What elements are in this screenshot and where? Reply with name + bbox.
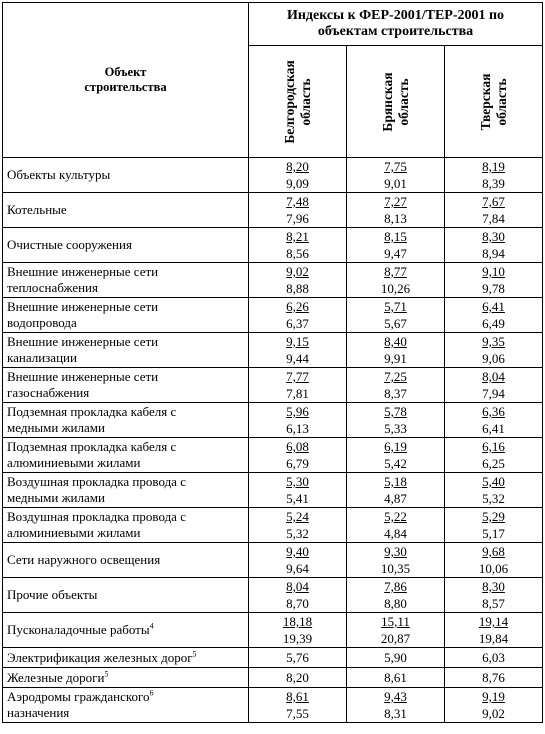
index-value-upper: 19,14 xyxy=(478,614,509,629)
object-name-line1: Пусконаладочные работы xyxy=(7,622,150,637)
object-name-line1: Внешние инженерные сети xyxy=(7,264,159,279)
index-cell-tver xyxy=(445,508,543,543)
index-cell-belgorod xyxy=(249,668,347,688)
index-cell-belgorod xyxy=(249,368,347,403)
index-value-lower: 9,01 xyxy=(384,176,407,191)
object-name-cell xyxy=(3,613,249,648)
index-cell-tver xyxy=(445,228,543,263)
index-value-lower: 5,42 xyxy=(384,456,407,471)
index-value-pair xyxy=(286,438,309,472)
object-name-line2: газоснабжения xyxy=(7,385,90,400)
index-value-upper: 8,20 xyxy=(286,159,309,174)
index-value-pair xyxy=(482,403,505,437)
index-value-lower: 8,37 xyxy=(384,386,407,401)
object-name-line1: Подземная прокладка кабеля с xyxy=(7,404,177,419)
indices-title-line2: объектам строительства xyxy=(317,24,474,39)
index-value-lower: 5,32 xyxy=(286,526,309,541)
index-value-upper: 8,15 xyxy=(384,229,407,244)
index-cell-bryansk xyxy=(347,508,445,543)
index-value-lower: 7,94 xyxy=(482,386,505,401)
index-value-upper: 9,30 xyxy=(384,544,407,559)
index-value-upper: 7,77 xyxy=(286,369,309,384)
index-value-pair xyxy=(482,298,505,332)
index-value-pair xyxy=(286,473,309,507)
index-value-pair xyxy=(286,158,309,192)
index-cell-tver xyxy=(445,668,543,688)
index-value-pair xyxy=(381,543,410,577)
index-value-lower: 5,17 xyxy=(482,526,505,541)
object-name-cell xyxy=(3,473,249,508)
index-cell-tver xyxy=(445,333,543,368)
index-value-pair xyxy=(482,473,505,507)
index-cell-tver xyxy=(445,403,543,438)
index-value-upper: 7,25 xyxy=(384,369,407,384)
table-row xyxy=(3,403,543,438)
index-value-lower: 8,57 xyxy=(482,596,505,611)
index-value-pair xyxy=(286,543,309,577)
index-cell-bryansk xyxy=(347,438,445,473)
object-name-line1: Железные дороги xyxy=(7,669,105,685)
indices-group-header xyxy=(249,3,543,46)
index-cell-tver xyxy=(445,158,543,193)
object-column-header xyxy=(3,3,249,158)
index-cell-bryansk xyxy=(347,668,445,688)
index-value-upper: 9,15 xyxy=(286,334,309,349)
index-value-pair xyxy=(384,688,407,722)
index-cell-tver xyxy=(445,543,543,578)
object-name-line1: Внешние инженерные сети xyxy=(7,299,159,314)
index-value-upper: 5,30 xyxy=(286,474,309,489)
object-name-line2: теплоснабжения xyxy=(7,280,98,295)
index-value-pair xyxy=(286,688,309,722)
object-name-cell xyxy=(3,403,249,438)
index-value-pair xyxy=(384,403,407,437)
table-row xyxy=(3,158,543,193)
index-value-upper: 8,61 xyxy=(286,689,309,704)
object-name-line2: медными жилами xyxy=(7,490,105,505)
table-row xyxy=(3,228,543,263)
index-cell-bryansk xyxy=(347,193,445,228)
index-cell-bryansk xyxy=(347,543,445,578)
table-row xyxy=(3,543,543,578)
index-value-upper: 7,67 xyxy=(482,194,505,209)
index-value: 8,20 xyxy=(286,670,309,685)
index-value-pair xyxy=(482,688,505,722)
object-name-cell xyxy=(3,193,249,228)
index-cell-tver xyxy=(445,298,543,333)
table-row xyxy=(3,438,543,473)
index-value-upper: 5,40 xyxy=(482,474,505,489)
index-cell-tver xyxy=(445,193,543,228)
index-value-lower: 9,64 xyxy=(286,561,309,576)
index-value-pair xyxy=(384,368,407,402)
index-value-pair xyxy=(286,333,309,367)
index-value-lower: 9,06 xyxy=(482,351,505,366)
object-name-line2: медными жилами xyxy=(7,420,105,435)
index-value-pair xyxy=(482,263,505,297)
index-cell-bryansk xyxy=(347,403,445,438)
region-header-belgorod xyxy=(249,46,347,158)
region-suffix: область xyxy=(297,77,313,126)
index-value: 8,61 xyxy=(384,670,407,685)
object-name-cell xyxy=(3,438,249,473)
index-cell-bryansk xyxy=(347,333,445,368)
object-name-line2: водопровода xyxy=(7,315,77,330)
footnote-marker: 5 xyxy=(104,669,109,679)
index-value-pair xyxy=(286,368,309,402)
index-value-lower: 6,37 xyxy=(286,316,309,331)
index-cell-tver xyxy=(445,438,543,473)
index-value-pair xyxy=(384,578,407,612)
index-cell-belgorod xyxy=(249,508,347,543)
table-row xyxy=(3,473,543,508)
index-value-upper: 5,22 xyxy=(384,509,407,524)
index-value-pair xyxy=(384,158,407,192)
index-value-pair xyxy=(384,228,407,262)
index-cell-tver xyxy=(445,578,543,613)
index-cell-belgorod xyxy=(249,438,347,473)
index-value-upper: 9,40 xyxy=(286,544,309,559)
index-value-upper: 15,11 xyxy=(381,614,410,629)
index-cell-tver xyxy=(445,613,543,648)
index-cell-bryansk xyxy=(347,263,445,298)
index-value-lower: 8,56 xyxy=(286,246,309,261)
index-value-pair xyxy=(381,613,410,647)
index-value-upper: 6,08 xyxy=(286,439,309,454)
index-value-upper: 9,02 xyxy=(286,264,309,279)
index-cell-belgorod xyxy=(249,298,347,333)
index-cell-belgorod xyxy=(249,648,347,668)
index-value-lower: 8,31 xyxy=(384,706,407,721)
object-name-line2: назначения xyxy=(7,705,70,720)
index-value-pair xyxy=(482,193,505,227)
index-value-upper: 6,26 xyxy=(286,299,309,314)
index-cell-bryansk xyxy=(347,158,445,193)
region-name: Тверская xyxy=(477,73,493,130)
object-name-line1: Сети наружного освещения xyxy=(7,552,161,567)
index-value-pair xyxy=(286,578,309,612)
index-value-lower: 6,79 xyxy=(286,456,309,471)
table-row xyxy=(3,688,543,723)
object-header-line1: Объект xyxy=(104,65,147,79)
object-name-line2: алюминиевыми жилами xyxy=(7,525,141,540)
index-value-lower: 5,32 xyxy=(482,491,505,506)
index-value-upper: 8,04 xyxy=(286,579,309,594)
table-row xyxy=(3,578,543,613)
index-value-upper: 6,19 xyxy=(384,439,407,454)
index-value-upper: 8,77 xyxy=(384,264,407,279)
index-value-pair xyxy=(384,298,407,332)
object-name-cell xyxy=(3,333,249,368)
index-value-upper: 6,36 xyxy=(482,404,505,419)
index-value-upper: 8,30 xyxy=(482,229,505,244)
index-value-lower: 10,35 xyxy=(380,561,411,576)
index-value: 6,03 xyxy=(482,650,505,665)
index-value-pair xyxy=(384,193,407,227)
object-name-cell xyxy=(3,688,249,723)
index-value-pair xyxy=(286,508,309,542)
index-value-lower: 4,87 xyxy=(384,491,407,506)
index-cell-bryansk xyxy=(347,613,445,648)
index-value-pair xyxy=(482,158,505,192)
object-name-line1: Внешние инженерные сети xyxy=(7,369,159,384)
index-value-lower: 6,41 xyxy=(482,421,505,436)
index-cell-belgorod xyxy=(249,613,347,648)
index-value-lower: 4,84 xyxy=(384,526,407,541)
index-value-lower: 6,49 xyxy=(482,316,505,331)
index-value-upper: 5,96 xyxy=(286,404,309,419)
index-value-lower: 8,13 xyxy=(384,211,407,226)
index-value-upper: 8,19 xyxy=(482,159,505,174)
index-value-upper: 5,24 xyxy=(286,509,309,524)
index-value-upper: 8,40 xyxy=(384,334,407,349)
index-value-pair xyxy=(286,403,309,437)
footnote-marker: 5 xyxy=(192,649,197,659)
index-cell-bryansk xyxy=(347,228,445,263)
index-value-upper: 5,78 xyxy=(384,404,407,419)
index-value-lower: 6,25 xyxy=(482,456,505,471)
table-row xyxy=(3,613,543,648)
index-cell-belgorod xyxy=(249,158,347,193)
table-row xyxy=(3,368,543,403)
index-value-pair xyxy=(384,473,407,507)
region-header-tver xyxy=(445,46,543,158)
indices-table xyxy=(2,2,543,723)
index-value-upper: 6,41 xyxy=(482,299,505,314)
index-value-lower: 8,88 xyxy=(286,281,309,296)
index-value-pair xyxy=(286,298,309,332)
index-cell-bryansk xyxy=(347,298,445,333)
index-cell-bryansk xyxy=(347,688,445,723)
table-row xyxy=(3,298,543,333)
index-value-lower: 9,91 xyxy=(384,351,407,366)
object-name-line1: Аэродромы гражданского xyxy=(7,689,150,704)
object-name-line1: Воздушная прокладка провода с xyxy=(7,474,186,489)
index-value-pair xyxy=(482,508,505,542)
index-value-lower: 19,84 xyxy=(478,631,509,646)
object-header-line2: строительства xyxy=(84,80,167,94)
table-row xyxy=(3,508,543,543)
index-cell-tver xyxy=(445,473,543,508)
index-value-pair xyxy=(479,613,508,647)
index-value-lower: 5,33 xyxy=(384,421,407,436)
index-value-pair xyxy=(286,228,309,262)
index-cell-bryansk xyxy=(347,368,445,403)
index-value-pair xyxy=(286,263,309,297)
object-name-line1: Котельные xyxy=(7,202,67,217)
object-name-line2: алюминиевыми жилами xyxy=(7,455,141,470)
object-name-cell xyxy=(3,668,249,688)
object-name-cell xyxy=(3,263,249,298)
index-value-pair xyxy=(384,333,407,367)
index-cell-belgorod xyxy=(249,578,347,613)
index-value-lower: 19,39 xyxy=(282,631,313,646)
object-name-cell xyxy=(3,158,249,193)
object-name-line1: Очистные сооружения xyxy=(7,237,132,252)
index-value-pair xyxy=(286,193,309,227)
index-value-upper: 5,71 xyxy=(384,299,407,314)
index-value-upper: 5,29 xyxy=(482,509,505,524)
index-value-lower: 6,13 xyxy=(286,421,309,436)
region-name: Белгородская xyxy=(281,59,297,144)
index-value-lower: 5,67 xyxy=(384,316,407,331)
index-cell-belgorod xyxy=(249,403,347,438)
table-row xyxy=(3,648,543,668)
object-name-line2: канализации xyxy=(7,350,77,365)
index-value-lower: 7,96 xyxy=(286,211,309,226)
index-value-upper: 7,86 xyxy=(384,579,407,594)
index-value-pair xyxy=(482,228,505,262)
index-value-upper: 9,68 xyxy=(482,544,505,559)
index-value-upper: 8,30 xyxy=(482,579,505,594)
object-name-cell xyxy=(3,298,249,333)
object-name-cell xyxy=(3,368,249,403)
index-value-lower: 10,06 xyxy=(478,561,509,576)
index-value-pair xyxy=(384,508,407,542)
index-value-lower: 9,44 xyxy=(286,351,309,366)
index-value-lower: 8,70 xyxy=(286,596,309,611)
object-name-cell xyxy=(3,648,249,668)
index-cell-belgorod xyxy=(249,688,347,723)
index-value-upper: 7,27 xyxy=(384,194,407,209)
object-name-cell xyxy=(3,508,249,543)
footnote-marker: 6 xyxy=(149,688,154,698)
index-value-upper: 9,35 xyxy=(482,334,505,349)
index-value-upper: 9,19 xyxy=(482,689,505,704)
index-cell-belgorod xyxy=(249,228,347,263)
region-suffix: область xyxy=(493,77,509,126)
index-value: 5,76 xyxy=(286,650,309,665)
index-value-lower: 7,84 xyxy=(482,211,505,226)
index-value-pair xyxy=(482,368,505,402)
index-cell-belgorod xyxy=(249,543,347,578)
index-value-upper: 9,10 xyxy=(482,264,505,279)
object-name-line1: Прочие объекты xyxy=(7,587,98,602)
table-row xyxy=(3,333,543,368)
index-cell-tver xyxy=(445,688,543,723)
index-value-pair xyxy=(384,438,407,472)
index-value-lower: 9,09 xyxy=(286,176,309,191)
object-name-cell xyxy=(3,228,249,263)
table-row xyxy=(3,193,543,228)
index-value-lower: 9,02 xyxy=(482,706,505,721)
index-cell-bryansk xyxy=(347,473,445,508)
index-value-pair xyxy=(482,578,505,612)
index-value: 8,76 xyxy=(482,670,505,685)
index-value-pair xyxy=(283,613,312,647)
object-name-line1: Подземная прокладка кабеля с xyxy=(7,439,177,454)
index-value-lower: 9,78 xyxy=(482,281,505,296)
index-value-pair xyxy=(482,438,505,472)
index-cell-bryansk xyxy=(347,578,445,613)
object-name-cell xyxy=(3,578,249,613)
index-cell-belgorod xyxy=(249,333,347,368)
index-value-upper: 6,16 xyxy=(482,439,505,454)
index-cell-tver xyxy=(445,648,543,668)
index-value-upper: 5,18 xyxy=(384,474,407,489)
object-name-cell xyxy=(3,543,249,578)
index-cell-bryansk xyxy=(347,648,445,668)
footnote-marker: 4 xyxy=(149,621,154,631)
indices-title-line1: Индексы к ФЕР-2001/ТЕР-2001 по xyxy=(286,8,505,23)
region-suffix: область xyxy=(395,77,411,126)
index-cell-belgorod xyxy=(249,193,347,228)
region-header-bryansk xyxy=(347,46,445,158)
index-value-lower: 10,26 xyxy=(380,281,411,296)
object-name-line1: Объекты культуры xyxy=(7,167,111,182)
index-value-lower: 9,47 xyxy=(384,246,407,261)
index-value-upper: 8,04 xyxy=(482,369,505,384)
index-value-pair xyxy=(381,263,410,297)
index-value-lower: 7,81 xyxy=(286,386,309,401)
index-value-pair xyxy=(479,543,508,577)
table-row xyxy=(3,668,543,688)
table-row xyxy=(3,263,543,298)
index-cell-tver xyxy=(445,368,543,403)
index-value-lower: 8,80 xyxy=(384,596,407,611)
index-value-lower: 5,41 xyxy=(286,491,309,506)
index-value-lower: 8,94 xyxy=(482,246,505,261)
index-cell-belgorod xyxy=(249,263,347,298)
region-name: Брянская xyxy=(379,71,395,132)
object-name-line1: Воздушная прокладка провода с xyxy=(7,509,186,524)
index-value-lower: 7,55 xyxy=(286,706,309,721)
index-value: 5,90 xyxy=(384,650,407,665)
object-name-line1: Внешние инженерные сети xyxy=(7,334,159,349)
index-value-lower: 20,87 xyxy=(380,631,411,646)
index-value-upper: 7,48 xyxy=(286,194,309,209)
object-name-line1: Электрификация железных дорог xyxy=(7,649,193,665)
index-cell-belgorod xyxy=(249,473,347,508)
index-value-upper: 18,18 xyxy=(282,614,313,629)
index-value-upper: 7,75 xyxy=(384,159,407,174)
index-value-pair xyxy=(482,333,505,367)
index-cell-tver xyxy=(445,263,543,298)
index-value-upper: 8,21 xyxy=(286,229,309,244)
index-value-lower: 8,39 xyxy=(482,176,505,191)
index-value-upper: 9,43 xyxy=(384,689,407,704)
